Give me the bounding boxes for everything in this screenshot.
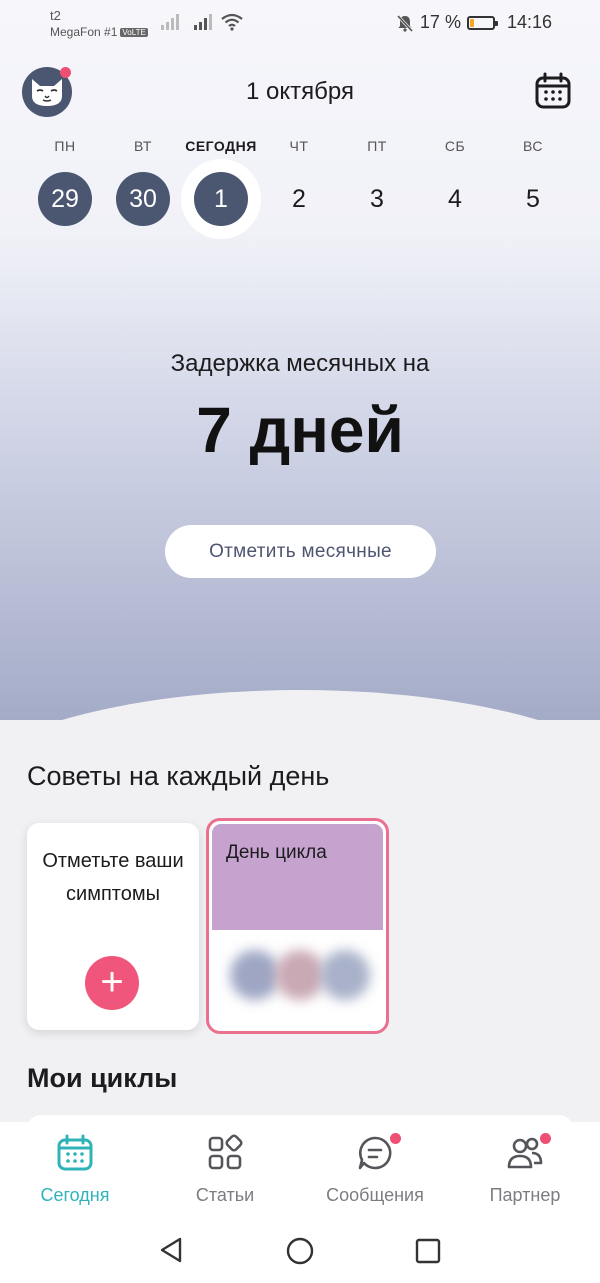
signal-icon-2 <box>193 13 215 31</box>
messages-badge <box>390 1133 401 1144</box>
page-title: 1 октября <box>246 78 354 105</box>
bell-muted-icon <box>396 14 414 32</box>
carrier-name: t2 <box>50 8 61 23</box>
carrier-label: MegaFon #1 <box>50 25 118 39</box>
delay-label: Задержка месячных на <box>170 350 430 377</box>
tips-title: Советы на каждый день <box>27 761 330 791</box>
delay-value: 7 дней <box>196 394 404 466</box>
my-cycles-title: Мои циклы <box>27 1063 178 1093</box>
day-number: 1 <box>194 172 248 226</box>
avatar-badge <box>60 67 71 78</box>
day-number: 2 <box>292 185 306 213</box>
clock: 14:16 <box>506 12 552 32</box>
nav-messages[interactable] <box>300 1134 450 1206</box>
people-icon <box>506 1134 544 1172</box>
nav-messages-label: Сообщения <box>326 1185 424 1205</box>
nav-today-label: Сегодня <box>40 1185 110 1205</box>
day-name: ЧТ <box>289 138 309 154</box>
day-sat[interactable] <box>416 138 494 226</box>
battery-percent: 17 % <box>419 12 461 32</box>
day-fri[interactable] <box>338 138 416 226</box>
volte-badge: VoLTE <box>122 28 146 37</box>
partner-badge <box>540 1133 551 1144</box>
carrier-name-2 <box>50 25 148 39</box>
day-number: 30 <box>116 172 170 226</box>
status-bar <box>0 0 600 48</box>
day-name: ВС <box>523 138 543 154</box>
home-icon[interactable] <box>285 1236 315 1266</box>
day-name: ПТ <box>367 138 387 154</box>
day-number: 4 <box>448 185 462 213</box>
bottom-nav <box>0 1122 600 1214</box>
cycle-day-card-header <box>212 824 383 930</box>
grid-icon <box>206 1134 244 1172</box>
day-tue[interactable] <box>104 138 182 226</box>
day-name: СБ <box>444 138 466 154</box>
chat-icon <box>356 1134 394 1172</box>
day-thu[interactable] <box>260 138 338 226</box>
battery-fill <box>470 19 474 27</box>
mark-period-button[interactable]: Отметить месячные <box>165 525 436 578</box>
wifi-icon <box>220 13 244 31</box>
nav-partner-label: Партнер <box>489 1185 561 1205</box>
symptoms-card-text: Отметьте ваши симптомы <box>42 850 184 905</box>
day-name: СЕГОДНЯ <box>185 138 257 154</box>
symptoms-card[interactable] <box>27 823 199 1030</box>
day-today[interactable] <box>182 138 260 226</box>
cycle-day-card-title: День цикла <box>226 842 327 863</box>
add-symptoms-button[interactable]: + <box>85 956 139 1010</box>
day-name: ПН <box>54 138 76 154</box>
day-number: 29 <box>38 172 92 226</box>
day-number: 5 <box>526 185 540 213</box>
day-name: ВТ <box>134 138 152 154</box>
nav-articles[interactable] <box>150 1134 300 1206</box>
signal-icon <box>160 13 182 31</box>
back-icon[interactable] <box>158 1236 184 1264</box>
cycle-day-card-inner <box>212 824 383 1028</box>
nav-articles-label: Статьи <box>195 1185 255 1205</box>
calendar-icon[interactable] <box>534 72 572 110</box>
blurred-avatar <box>320 950 370 1000</box>
day-number: 3 <box>370 185 384 213</box>
calendar-icon <box>56 1134 94 1172</box>
day-sun[interactable] <box>494 138 572 226</box>
nav-partner[interactable] <box>450 1134 600 1206</box>
nav-today[interactable] <box>0 1134 150 1206</box>
cycle-day-card[interactable] <box>206 818 389 1034</box>
blurred-avatar <box>230 950 280 1000</box>
battery-icon <box>467 16 495 30</box>
system-nav <box>0 1214 600 1283</box>
recents-icon[interactable] <box>414 1237 442 1265</box>
day-mon[interactable] <box>26 138 104 226</box>
blurred-avatar <box>275 950 325 1000</box>
status-right <box>396 12 552 33</box>
